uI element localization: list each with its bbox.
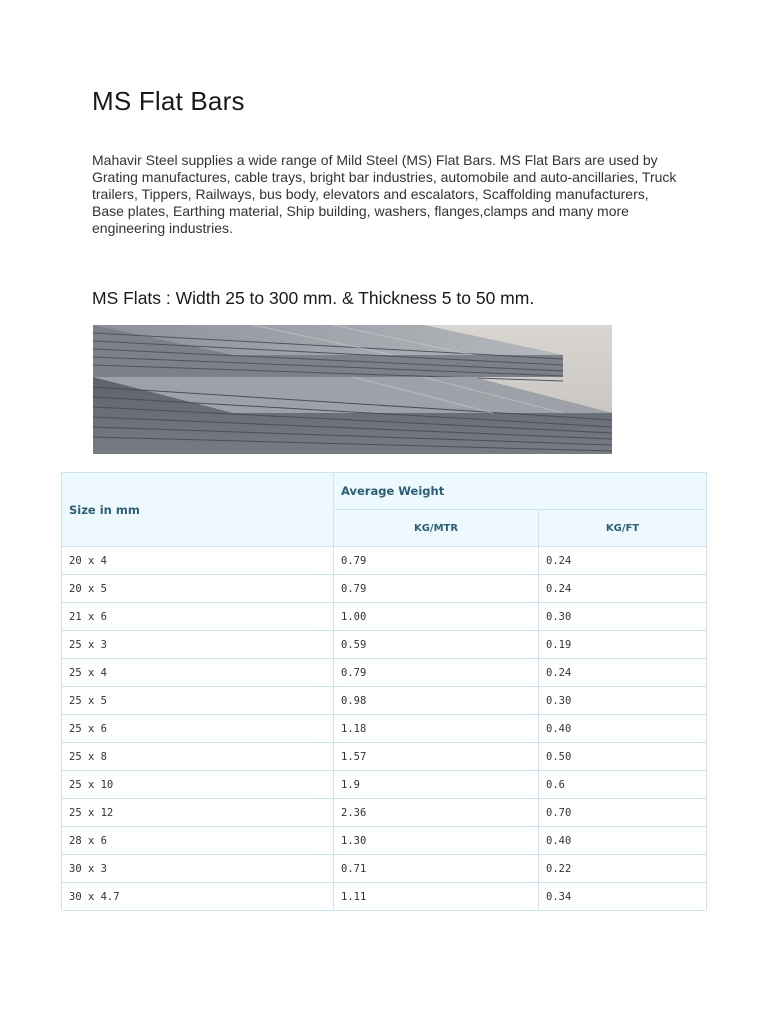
kg-ft-cell: 0.70 (539, 799, 707, 827)
table-row (62, 715, 707, 743)
kg-ft-cell: 0.24 (539, 659, 707, 687)
size-cell: 25 x 10 (62, 771, 334, 799)
kg-ft-cell: 0.40 (539, 715, 707, 743)
kg-ft-header: KG/FT (539, 510, 707, 547)
kg-mtr-cell: 0.71 (334, 855, 539, 883)
kg-mtr-cell: 1.11 (334, 883, 539, 911)
size-cell: 25 x 8 (62, 743, 334, 771)
table-row (62, 883, 707, 911)
kg-ft-cell: 0.30 (539, 687, 707, 715)
steel-flat-bars-photo (93, 325, 612, 454)
size-cell: 25 x 4 (62, 659, 334, 687)
table-row (62, 743, 707, 771)
size-cell: 20 x 4 (62, 547, 334, 575)
size-cell: 25 x 12 (62, 799, 334, 827)
kg-mtr-cell: 0.59 (334, 631, 539, 659)
kg-ft-cell: 0.34 (539, 883, 707, 911)
kg-mtr-cell: 0.79 (334, 547, 539, 575)
kg-mtr-cell: 1.9 (334, 771, 539, 799)
kg-mtr-cell: 1.18 (334, 715, 539, 743)
table-row (62, 659, 707, 687)
kg-mtr-cell: 1.30 (334, 827, 539, 855)
table-row (62, 547, 707, 575)
size-header: Size in mm (62, 473, 334, 547)
size-cell: 20 x 5 (62, 575, 334, 603)
table-row (62, 827, 707, 855)
table-row (62, 575, 707, 603)
kg-mtr-cell: 0.98 (334, 687, 539, 715)
weight-table-body (62, 547, 707, 911)
kg-ft-cell: 0.19 (539, 631, 707, 659)
table-row (62, 771, 707, 799)
table-row (62, 631, 707, 659)
table-row (62, 687, 707, 715)
intro-paragraph: Mahavir Steel supplies a wide range of Mild Steel (MS) Flat Bars. MS Flat Bars are used by Grating manufactures, cable trays, bright bar industries, automobile and auto-ancillaries, Truck trailers, Tippers, Railways, bus body, elevators and escalators, Scaffolding manufacturers, Base plates, Earthing material, Ship building, washers, flanges,clamps and many more engineering industries. (92, 152, 677, 236)
kg-mtr-cell: 1.00 (334, 603, 539, 631)
table-row (62, 855, 707, 883)
kg-mtr-cell: 0.79 (334, 575, 539, 603)
kg-ft-cell: 0.50 (539, 743, 707, 771)
size-cell: 25 x 3 (62, 631, 334, 659)
kg-mtr-cell: 0.79 (334, 659, 539, 687)
page-title: MS Flat Bars (92, 86, 245, 116)
kg-ft-cell: 0.6 (539, 771, 707, 799)
kg-ft-cell: 0.22 (539, 855, 707, 883)
kg-ft-cell: 0.24 (539, 575, 707, 603)
table-row (62, 799, 707, 827)
kg-ft-cell: 0.30 (539, 603, 707, 631)
weight-table (61, 472, 707, 911)
kg-mtr-cell: 2.36 (334, 799, 539, 827)
kg-mtr-header: KG/MTR (334, 510, 539, 547)
average-weight-header: Average Weight (334, 473, 707, 510)
size-range-heading: MS Flats : Width 25 to 300 mm. & Thickness 5 to 50 mm. (92, 288, 535, 308)
kg-ft-cell: 0.24 (539, 547, 707, 575)
kg-ft-cell: 0.40 (539, 827, 707, 855)
size-cell: 30 x 3 (62, 855, 334, 883)
size-cell: 25 x 5 (62, 687, 334, 715)
table-row (62, 603, 707, 631)
size-cell: 28 x 6 (62, 827, 334, 855)
size-cell: 21 x 6 (62, 603, 334, 631)
size-cell: 30 x 4.7 (62, 883, 334, 911)
size-cell: 25 x 6 (62, 715, 334, 743)
kg-mtr-cell: 1.57 (334, 743, 539, 771)
